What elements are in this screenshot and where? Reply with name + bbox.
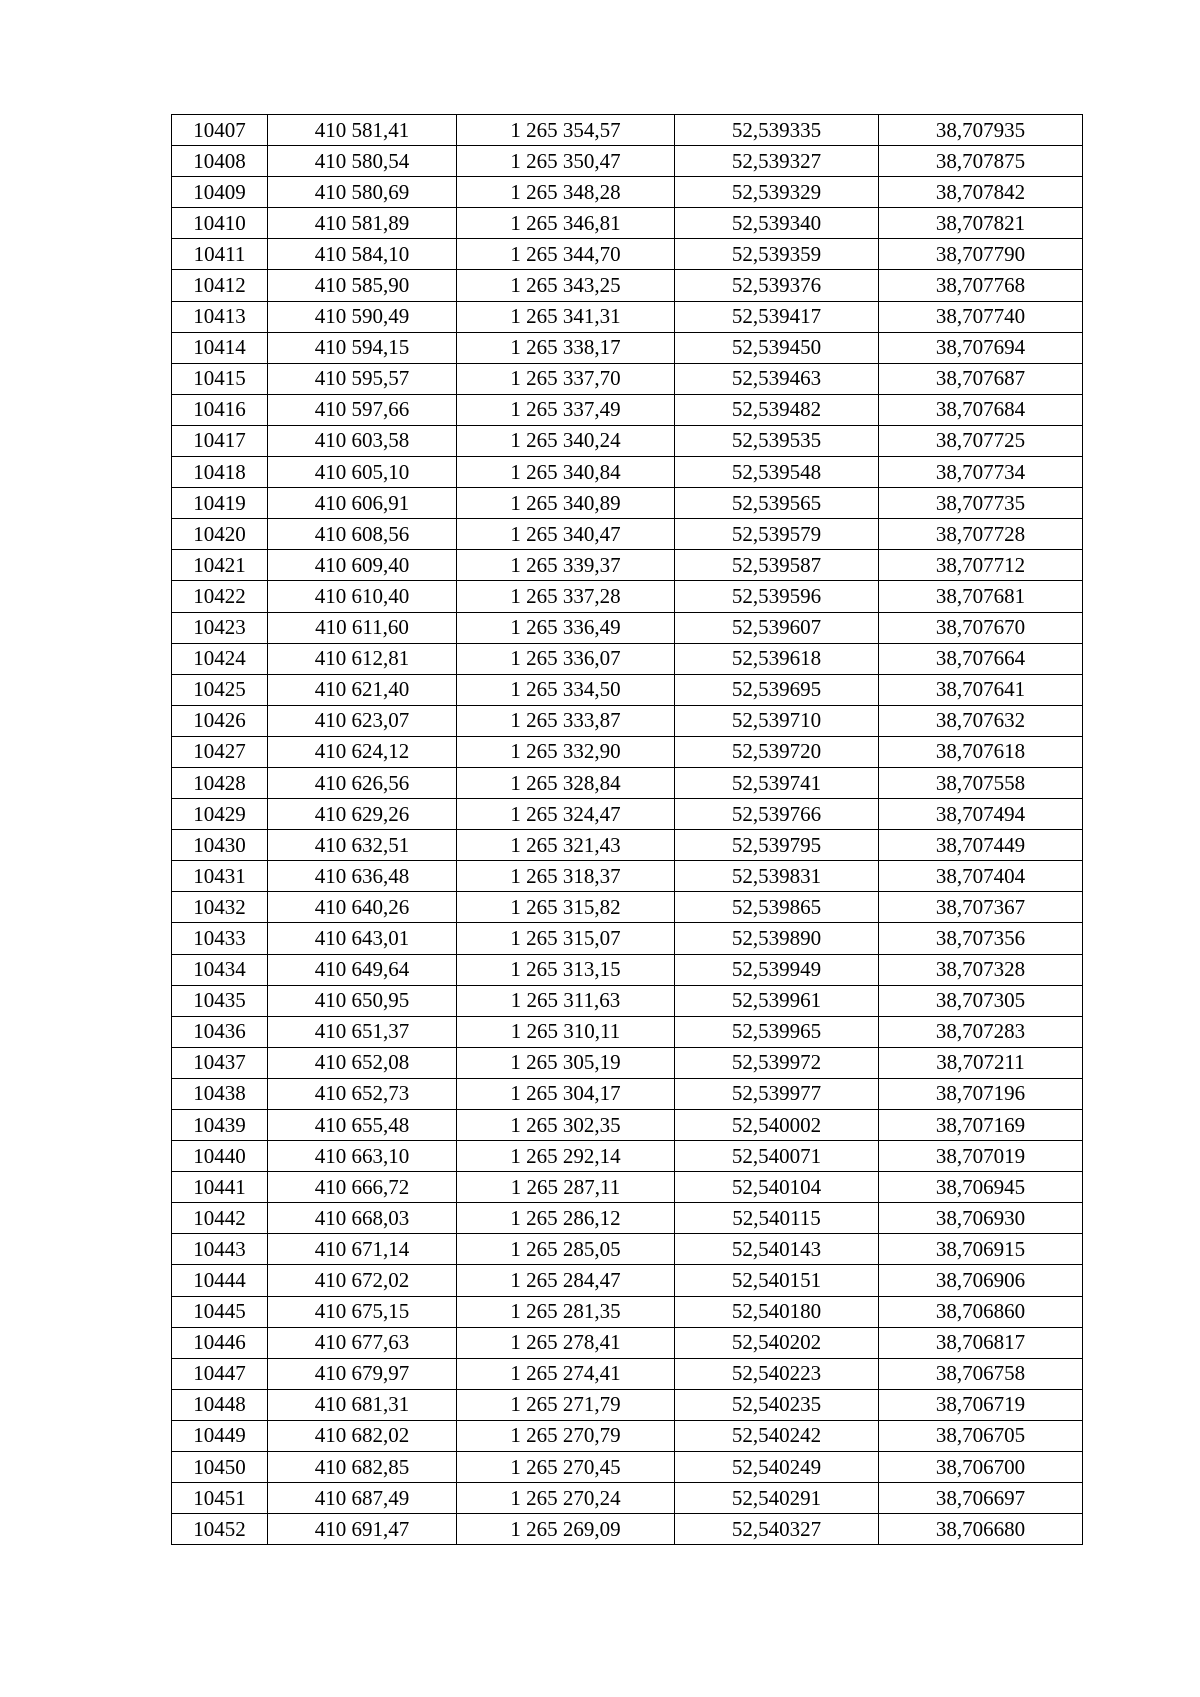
longitude-cell: 38,707687 — [879, 363, 1083, 394]
point-number-cell: 10452 — [172, 1514, 268, 1545]
table-row — [172, 923, 1083, 954]
latitude-cell: 52,539565 — [675, 488, 879, 519]
x-coordinate-cell: 410 675,15 — [268, 1296, 457, 1327]
point-number-cell: 10419 — [172, 488, 268, 519]
point-number-cell: 10411 — [172, 239, 268, 270]
point-number-cell: 10410 — [172, 208, 268, 239]
longitude-cell: 38,706945 — [879, 1172, 1083, 1203]
table-row — [172, 301, 1083, 332]
latitude-cell: 52,540291 — [675, 1483, 879, 1514]
table-row — [172, 1452, 1083, 1483]
longitude-cell: 38,707935 — [879, 115, 1083, 146]
y-coordinate-cell: 1 265 271,79 — [457, 1389, 675, 1420]
table-row — [172, 736, 1083, 767]
latitude-cell: 52,540115 — [675, 1203, 879, 1234]
point-number-cell: 10412 — [172, 270, 268, 301]
y-coordinate-cell: 1 265 354,57 — [457, 115, 675, 146]
x-coordinate-cell: 410 636,48 — [268, 861, 457, 892]
latitude-cell: 52,539695 — [675, 674, 879, 705]
y-coordinate-cell: 1 265 340,89 — [457, 488, 675, 519]
y-coordinate-cell: 1 265 270,79 — [457, 1420, 675, 1451]
table-row — [172, 488, 1083, 519]
longitude-cell: 38,707734 — [879, 457, 1083, 488]
y-coordinate-cell: 1 265 350,47 — [457, 146, 675, 177]
x-coordinate-cell: 410 621,40 — [268, 674, 457, 705]
table-row — [172, 394, 1083, 425]
longitude-cell: 38,706697 — [879, 1483, 1083, 1514]
table-row — [172, 457, 1083, 488]
table-row — [172, 177, 1083, 208]
x-coordinate-cell: 410 597,66 — [268, 394, 457, 425]
latitude-cell: 52,539587 — [675, 550, 879, 581]
longitude-cell: 38,706705 — [879, 1420, 1083, 1451]
y-coordinate-cell: 1 265 332,90 — [457, 736, 675, 767]
table-row — [172, 363, 1083, 394]
longitude-cell: 38,707305 — [879, 985, 1083, 1016]
table-row — [172, 1141, 1083, 1172]
y-coordinate-cell: 1 265 285,05 — [457, 1234, 675, 1265]
longitude-cell: 38,707618 — [879, 736, 1083, 767]
table-row — [172, 985, 1083, 1016]
point-number-cell: 10420 — [172, 519, 268, 550]
table-row — [172, 643, 1083, 674]
x-coordinate-cell: 410 585,90 — [268, 270, 457, 301]
table-row — [172, 1234, 1083, 1265]
point-number-cell: 10417 — [172, 425, 268, 456]
table-row — [172, 332, 1083, 363]
table-row — [172, 1420, 1083, 1451]
table-row — [172, 1203, 1083, 1234]
point-number-cell: 10415 — [172, 363, 268, 394]
longitude-cell: 38,707019 — [879, 1141, 1083, 1172]
longitude-cell: 38,707875 — [879, 146, 1083, 177]
x-coordinate-cell: 410 594,15 — [268, 332, 457, 363]
table-row — [172, 115, 1083, 146]
y-coordinate-cell: 1 265 318,37 — [457, 861, 675, 892]
table-row — [172, 1358, 1083, 1389]
longitude-cell: 38,706930 — [879, 1203, 1083, 1234]
x-coordinate-cell: 410 580,54 — [268, 146, 457, 177]
point-number-cell: 10422 — [172, 581, 268, 612]
point-number-cell: 10427 — [172, 736, 268, 767]
latitude-cell: 52,540202 — [675, 1327, 879, 1358]
x-coordinate-cell: 410 640,26 — [268, 892, 457, 923]
y-coordinate-cell: 1 265 348,28 — [457, 177, 675, 208]
y-coordinate-cell: 1 265 310,11 — [457, 1016, 675, 1047]
latitude-cell: 52,539463 — [675, 363, 879, 394]
point-number-cell: 10445 — [172, 1296, 268, 1327]
x-coordinate-cell: 410 679,97 — [268, 1358, 457, 1389]
y-coordinate-cell: 1 265 287,11 — [457, 1172, 675, 1203]
longitude-cell: 38,707821 — [879, 208, 1083, 239]
latitude-cell: 52,539710 — [675, 705, 879, 736]
x-coordinate-cell: 410 643,01 — [268, 923, 457, 954]
longitude-cell: 38,707367 — [879, 892, 1083, 923]
y-coordinate-cell: 1 265 292,14 — [457, 1141, 675, 1172]
latitude-cell: 52,540235 — [675, 1389, 879, 1420]
point-number-cell: 10428 — [172, 767, 268, 798]
table-row — [172, 861, 1083, 892]
latitude-cell: 52,539329 — [675, 177, 879, 208]
y-coordinate-cell: 1 265 343,25 — [457, 270, 675, 301]
latitude-cell: 52,539548 — [675, 457, 879, 488]
x-coordinate-cell: 410 610,40 — [268, 581, 457, 612]
y-coordinate-cell: 1 265 340,84 — [457, 457, 675, 488]
longitude-cell: 38,707712 — [879, 550, 1083, 581]
point-number-cell: 10433 — [172, 923, 268, 954]
x-coordinate-cell: 410 652,08 — [268, 1047, 457, 1078]
x-coordinate-cell: 410 611,60 — [268, 612, 457, 643]
y-coordinate-cell: 1 265 286,12 — [457, 1203, 675, 1234]
latitude-cell: 52,539340 — [675, 208, 879, 239]
point-number-cell: 10408 — [172, 146, 268, 177]
table-row — [172, 1078, 1083, 1109]
x-coordinate-cell: 410 672,02 — [268, 1265, 457, 1296]
longitude-cell: 38,707211 — [879, 1047, 1083, 1078]
latitude-cell: 52,540180 — [675, 1296, 879, 1327]
x-coordinate-cell: 410 609,40 — [268, 550, 457, 581]
longitude-cell: 38,707670 — [879, 612, 1083, 643]
x-coordinate-cell: 410 612,81 — [268, 643, 457, 674]
latitude-cell: 52,539535 — [675, 425, 879, 456]
y-coordinate-cell: 1 265 338,17 — [457, 332, 675, 363]
longitude-cell: 38,706860 — [879, 1296, 1083, 1327]
x-coordinate-cell: 410 629,26 — [268, 799, 457, 830]
latitude-cell: 52,539977 — [675, 1078, 879, 1109]
x-coordinate-cell: 410 681,31 — [268, 1389, 457, 1420]
longitude-cell: 38,706906 — [879, 1265, 1083, 1296]
longitude-cell: 38,707684 — [879, 394, 1083, 425]
y-coordinate-cell: 1 265 305,19 — [457, 1047, 675, 1078]
longitude-cell: 38,707790 — [879, 239, 1083, 270]
point-number-cell: 10421 — [172, 550, 268, 581]
y-coordinate-cell: 1 265 315,07 — [457, 923, 675, 954]
point-number-cell: 10438 — [172, 1078, 268, 1109]
table-row — [172, 1110, 1083, 1141]
table-row — [172, 425, 1083, 456]
point-number-cell: 10429 — [172, 799, 268, 830]
longitude-cell: 38,707558 — [879, 767, 1083, 798]
point-number-cell: 10439 — [172, 1110, 268, 1141]
y-coordinate-cell: 1 265 284,47 — [457, 1265, 675, 1296]
latitude-cell: 52,539579 — [675, 519, 879, 550]
table-row — [172, 1047, 1083, 1078]
y-coordinate-cell: 1 265 324,47 — [457, 799, 675, 830]
latitude-cell: 52,539417 — [675, 301, 879, 332]
point-number-cell: 10448 — [172, 1389, 268, 1420]
y-coordinate-cell: 1 265 304,17 — [457, 1078, 675, 1109]
y-coordinate-cell: 1 265 336,49 — [457, 612, 675, 643]
x-coordinate-cell: 410 605,10 — [268, 457, 457, 488]
point-number-cell: 10407 — [172, 115, 268, 146]
y-coordinate-cell: 1 265 337,70 — [457, 363, 675, 394]
point-number-cell: 10446 — [172, 1327, 268, 1358]
x-coordinate-cell: 410 632,51 — [268, 830, 457, 861]
latitude-cell: 52,540151 — [675, 1265, 879, 1296]
y-coordinate-cell: 1 265 334,50 — [457, 674, 675, 705]
x-coordinate-cell: 410 603,58 — [268, 425, 457, 456]
latitude-cell: 52,539949 — [675, 954, 879, 985]
x-coordinate-cell: 410 671,14 — [268, 1234, 457, 1265]
longitude-cell: 38,707728 — [879, 519, 1083, 550]
table-row — [172, 239, 1083, 270]
table-row — [172, 674, 1083, 705]
y-coordinate-cell: 1 265 328,84 — [457, 767, 675, 798]
y-coordinate-cell: 1 265 278,41 — [457, 1327, 675, 1358]
longitude-cell: 38,707494 — [879, 799, 1083, 830]
longitude-cell: 38,706680 — [879, 1514, 1083, 1545]
longitude-cell: 38,706758 — [879, 1358, 1083, 1389]
x-coordinate-cell: 410 668,03 — [268, 1203, 457, 1234]
x-coordinate-cell: 410 682,85 — [268, 1452, 457, 1483]
latitude-cell: 52,539450 — [675, 332, 879, 363]
latitude-cell: 52,539972 — [675, 1047, 879, 1078]
latitude-cell: 52,539335 — [675, 115, 879, 146]
y-coordinate-cell: 1 265 339,37 — [457, 550, 675, 581]
point-number-cell: 10423 — [172, 612, 268, 643]
x-coordinate-cell: 410 595,57 — [268, 363, 457, 394]
table-row — [172, 1296, 1083, 1327]
y-coordinate-cell: 1 265 269,09 — [457, 1514, 675, 1545]
point-number-cell: 10451 — [172, 1483, 268, 1514]
latitude-cell: 52,539890 — [675, 923, 879, 954]
table-row — [172, 270, 1083, 301]
x-coordinate-cell: 410 606,91 — [268, 488, 457, 519]
latitude-cell: 52,540071 — [675, 1141, 879, 1172]
y-coordinate-cell: 1 265 311,63 — [457, 985, 675, 1016]
point-number-cell: 10434 — [172, 954, 268, 985]
longitude-cell: 38,706700 — [879, 1452, 1083, 1483]
longitude-cell: 38,707328 — [879, 954, 1083, 985]
latitude-cell: 52,540242 — [675, 1420, 879, 1451]
table-row — [172, 1327, 1083, 1358]
y-coordinate-cell: 1 265 340,47 — [457, 519, 675, 550]
point-number-cell: 10409 — [172, 177, 268, 208]
longitude-cell: 38,706719 — [879, 1389, 1083, 1420]
x-coordinate-cell: 410 666,72 — [268, 1172, 457, 1203]
latitude-cell: 52,539741 — [675, 767, 879, 798]
table-row — [172, 892, 1083, 923]
latitude-cell: 52,540104 — [675, 1172, 879, 1203]
table-row — [172, 1172, 1083, 1203]
table-row — [172, 799, 1083, 830]
x-coordinate-cell: 410 650,95 — [268, 985, 457, 1016]
latitude-cell: 52,540327 — [675, 1514, 879, 1545]
table-row — [172, 1389, 1083, 1420]
latitude-cell: 52,539327 — [675, 146, 879, 177]
y-coordinate-cell: 1 265 313,15 — [457, 954, 675, 985]
x-coordinate-cell: 410 663,10 — [268, 1141, 457, 1172]
x-coordinate-cell: 410 581,89 — [268, 208, 457, 239]
point-number-cell: 10426 — [172, 705, 268, 736]
longitude-cell: 38,707169 — [879, 1110, 1083, 1141]
longitude-cell: 38,707641 — [879, 674, 1083, 705]
table-row — [172, 830, 1083, 861]
x-coordinate-cell: 410 691,47 — [268, 1514, 457, 1545]
x-coordinate-cell: 410 608,56 — [268, 519, 457, 550]
point-number-cell: 10430 — [172, 830, 268, 861]
table-row — [172, 612, 1083, 643]
point-number-cell: 10431 — [172, 861, 268, 892]
point-number-cell: 10436 — [172, 1016, 268, 1047]
longitude-cell: 38,706817 — [879, 1327, 1083, 1358]
point-number-cell: 10443 — [172, 1234, 268, 1265]
table-row — [172, 581, 1083, 612]
y-coordinate-cell: 1 265 340,24 — [457, 425, 675, 456]
longitude-cell: 38,707283 — [879, 1016, 1083, 1047]
point-number-cell: 10414 — [172, 332, 268, 363]
longitude-cell: 38,707768 — [879, 270, 1083, 301]
point-number-cell: 10444 — [172, 1265, 268, 1296]
latitude-cell: 52,540223 — [675, 1358, 879, 1389]
y-coordinate-cell: 1 265 341,31 — [457, 301, 675, 332]
x-coordinate-cell: 410 624,12 — [268, 736, 457, 767]
table-row — [172, 954, 1083, 985]
latitude-cell: 52,539618 — [675, 643, 879, 674]
latitude-cell: 52,539482 — [675, 394, 879, 425]
point-number-cell: 10440 — [172, 1141, 268, 1172]
table-row — [172, 1514, 1083, 1545]
x-coordinate-cell: 410 590,49 — [268, 301, 457, 332]
x-coordinate-cell: 410 687,49 — [268, 1483, 457, 1514]
point-number-cell: 10424 — [172, 643, 268, 674]
y-coordinate-cell: 1 265 281,35 — [457, 1296, 675, 1327]
y-coordinate-cell: 1 265 333,87 — [457, 705, 675, 736]
longitude-cell: 38,707664 — [879, 643, 1083, 674]
table-row — [172, 146, 1083, 177]
table-row — [172, 550, 1083, 581]
latitude-cell: 52,539359 — [675, 239, 879, 270]
table-row — [172, 767, 1083, 798]
table-row — [172, 208, 1083, 239]
latitude-cell: 52,540143 — [675, 1234, 879, 1265]
point-number-cell: 10435 — [172, 985, 268, 1016]
latitude-cell: 52,539766 — [675, 799, 879, 830]
latitude-cell: 52,540002 — [675, 1110, 879, 1141]
x-coordinate-cell: 410 652,73 — [268, 1078, 457, 1109]
table-row — [172, 1016, 1083, 1047]
longitude-cell: 38,707356 — [879, 923, 1083, 954]
coordinates-table — [171, 114, 1083, 1545]
x-coordinate-cell: 410 682,02 — [268, 1420, 457, 1451]
point-number-cell: 10437 — [172, 1047, 268, 1078]
y-coordinate-cell: 1 265 344,70 — [457, 239, 675, 270]
point-number-cell: 10449 — [172, 1420, 268, 1451]
latitude-cell: 52,539961 — [675, 985, 879, 1016]
latitude-cell: 52,539831 — [675, 861, 879, 892]
table-row — [172, 519, 1083, 550]
latitude-cell: 52,539720 — [675, 736, 879, 767]
x-coordinate-cell: 410 580,69 — [268, 177, 457, 208]
point-number-cell: 10447 — [172, 1358, 268, 1389]
y-coordinate-cell: 1 265 270,24 — [457, 1483, 675, 1514]
latitude-cell: 52,539965 — [675, 1016, 879, 1047]
latitude-cell: 52,539376 — [675, 270, 879, 301]
x-coordinate-cell: 410 626,56 — [268, 767, 457, 798]
longitude-cell: 38,706915 — [879, 1234, 1083, 1265]
y-coordinate-cell: 1 265 337,49 — [457, 394, 675, 425]
x-coordinate-cell: 410 581,41 — [268, 115, 457, 146]
longitude-cell: 38,707725 — [879, 425, 1083, 456]
y-coordinate-cell: 1 265 302,35 — [457, 1110, 675, 1141]
point-number-cell: 10425 — [172, 674, 268, 705]
longitude-cell: 38,707735 — [879, 488, 1083, 519]
table-row — [172, 1483, 1083, 1514]
longitude-cell: 38,707694 — [879, 332, 1083, 363]
y-coordinate-cell: 1 265 321,43 — [457, 830, 675, 861]
table-row — [172, 705, 1083, 736]
x-coordinate-cell: 410 649,64 — [268, 954, 457, 985]
table-row — [172, 1265, 1083, 1296]
point-number-cell: 10441 — [172, 1172, 268, 1203]
y-coordinate-cell: 1 265 270,45 — [457, 1452, 675, 1483]
x-coordinate-cell: 410 655,48 — [268, 1110, 457, 1141]
longitude-cell: 38,707740 — [879, 301, 1083, 332]
x-coordinate-cell: 410 677,63 — [268, 1327, 457, 1358]
y-coordinate-cell: 1 265 274,41 — [457, 1358, 675, 1389]
latitude-cell: 52,539596 — [675, 581, 879, 612]
longitude-cell: 38,707842 — [879, 177, 1083, 208]
y-coordinate-cell: 1 265 337,28 — [457, 581, 675, 612]
x-coordinate-cell: 410 651,37 — [268, 1016, 457, 1047]
y-coordinate-cell: 1 265 315,82 — [457, 892, 675, 923]
y-coordinate-cell: 1 265 336,07 — [457, 643, 675, 674]
point-number-cell: 10413 — [172, 301, 268, 332]
y-coordinate-cell: 1 265 346,81 — [457, 208, 675, 239]
point-number-cell: 10442 — [172, 1203, 268, 1234]
x-coordinate-cell: 410 623,07 — [268, 705, 457, 736]
longitude-cell: 38,707681 — [879, 581, 1083, 612]
longitude-cell: 38,707404 — [879, 861, 1083, 892]
longitude-cell: 38,707632 — [879, 705, 1083, 736]
point-number-cell: 10432 — [172, 892, 268, 923]
point-number-cell: 10418 — [172, 457, 268, 488]
latitude-cell: 52,539795 — [675, 830, 879, 861]
latitude-cell: 52,539865 — [675, 892, 879, 923]
coordinates-table-body — [172, 115, 1083, 1545]
latitude-cell: 52,539607 — [675, 612, 879, 643]
x-coordinate-cell: 410 584,10 — [268, 239, 457, 270]
latitude-cell: 52,540249 — [675, 1452, 879, 1483]
longitude-cell: 38,707449 — [879, 830, 1083, 861]
longitude-cell: 38,707196 — [879, 1078, 1083, 1109]
point-number-cell: 10450 — [172, 1452, 268, 1483]
point-number-cell: 10416 — [172, 394, 268, 425]
